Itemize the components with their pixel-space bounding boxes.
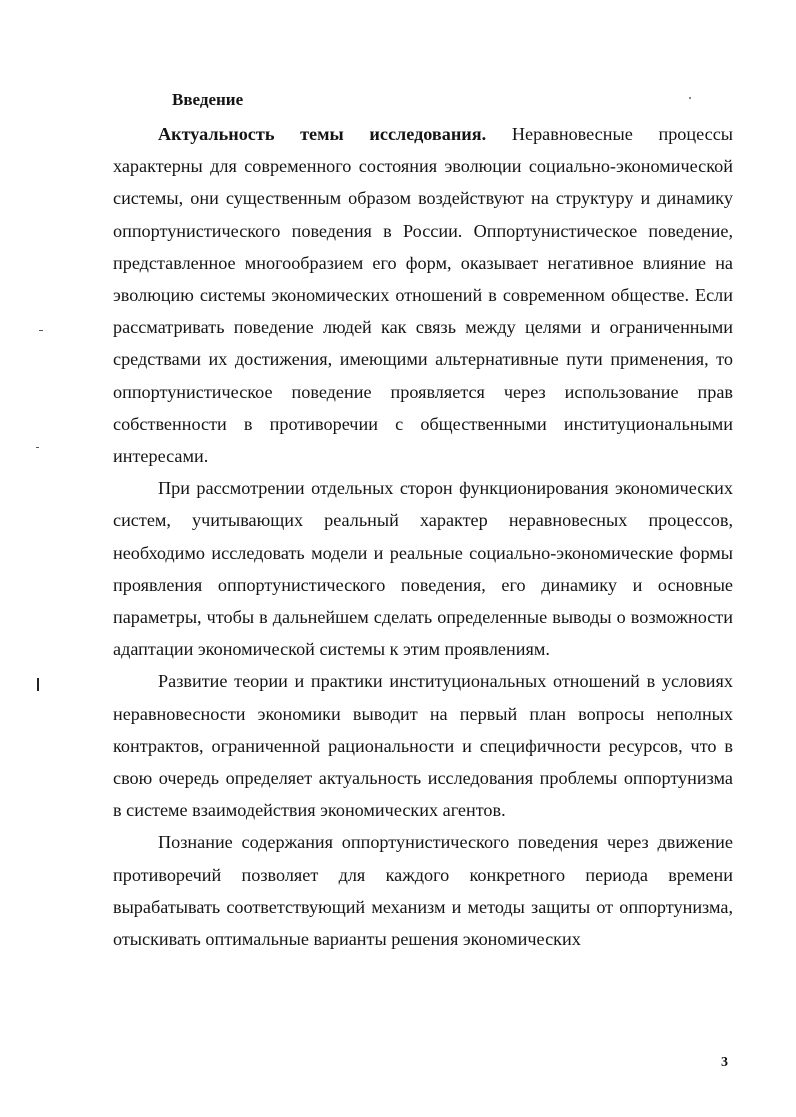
paragraph-relevance <box>113 118 733 472</box>
body-text <box>113 118 733 955</box>
paragraph-economic-systems: При рассмотрении отдельных сторон функционирования экономических систем, учитывающих реальный характер неравновесных процессов, необходимо исследовать модели и реальные социально-экономические формы проявления оппортунистического поведения, его динамику и основные параметры, чтобы в дальнейшем сделать определенные выводы о возможности адаптации экономической системы к этим проявлениям. <box>113 478 733 660</box>
paragraph-institutional-theory: Развитие теории и практики институциональных отношений в условиях неравновесности экономики выводит на первый план вопросы неполных контрактов, ограниченной рациональности и специфичности ресурсов, что в свою очередь определяет актуальность исследования проблемы оппортунизма в системе взаимодействия экономических агентов. <box>113 671 733 821</box>
scan-speck <box>689 97 691 99</box>
scan-speck <box>36 447 39 448</box>
page-number: 3 <box>721 1055 728 1070</box>
section-heading: Введение <box>172 90 244 109</box>
scan-speck <box>39 330 43 331</box>
paragraph-text: Неравновесные процессы характерны для современного состояния эволюции социально-экономической системы, они существенным образом воздействуют на структуру и динамику оппортунистического поведения в России. Оппортунистическое поведение, представленное многообразием его форм, оказывает негативное влияние на эволюцию системы экономических отношений в современном обществе. Если рассматривать поведение людей как связь между целями и ограниченными средствами их достижения, имеющими альтернативные пути применения, то оппортунистическое поведение проявляется через использование прав собственности в противоречии с общественными институциональными интересами. <box>113 124 734 467</box>
scan-speck <box>37 678 39 691</box>
paragraph-lead: Актуальность темы исследования. <box>158 124 487 144</box>
paragraph-cognition: Познание содержания оппортунистического поведения через движение противоречий позволяет для каждого конкретного периода времени вырабатывать соответствующий механизм и методы защиты от оппортунизма, отыскивать оптимальные варианты решения экономических <box>113 832 733 950</box>
